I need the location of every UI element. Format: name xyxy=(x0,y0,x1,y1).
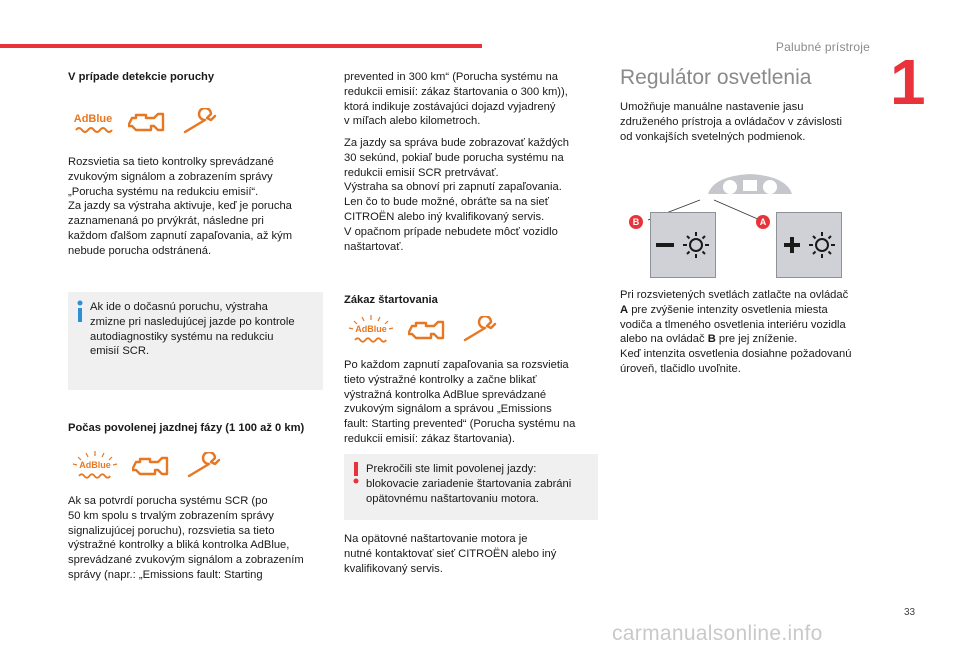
engine-icon xyxy=(128,108,168,138)
lighting-regulator-title: Regulátor osvetlenia xyxy=(620,66,812,89)
fault-heading: V prípade detekcie poruchy xyxy=(68,71,215,83)
info-box-text: Ak ide o dočasnú poruchu, výstraha zmizne pri nasledujúcej jazde po kontrole autodiagnostiky systému na redukciu emisií SCR. xyxy=(90,301,295,358)
phase-text: Ak sa potvrdí porucha systému SCR (po 50 km spolu s trvalým zobrazením správy signalizujúcej poruchu), rozsvietia sa tieto výstražné kontrolky a bliká kontrolka AdBlue, sprevádzané zvukovým signálom a zobrazením správy (napr.: „Emissions fault: Starting xyxy=(68,495,304,581)
phase-heading: Počas povolenej jazdnej fázy (1 100 až 0 km) xyxy=(68,422,305,434)
lighting-description-text: Pri rozsvietených svetlách zatlačte na ovládač A pre zvýšenie intenzity osvetlenia miesta vodiča a tlmeného osvetlenia interiéru vozidla alebo na ovládač B pre jej zníženie. Keď intenzita osvetlenia dosiahne požadovanú úroveň, tlačidlo uvoľnite. xyxy=(620,289,852,375)
info-box xyxy=(68,292,323,390)
start-ban-text: Po každom zapnutí zapaľovania sa rozsvietia tieto výstražné kontrolky a začne blikať výstražná kontrolka AdBlue sprevádzané zvukovým signálom a správou „Emissions fault: Starting prevented“ (Porucha systému na redukcii emisií: zákaz štartovania). xyxy=(344,359,576,445)
start-ban-icons xyxy=(348,314,502,348)
engine-icon xyxy=(132,452,172,482)
svg-text:AdBlue: AdBlue xyxy=(79,460,111,470)
dimmer-button-a-panel[interactable] xyxy=(776,212,842,278)
dimmer-button-b-panel[interactable] xyxy=(650,212,716,278)
adblue-flashing-icon xyxy=(72,450,118,484)
phase-warning-icons xyxy=(72,450,226,484)
warning-box-text: Prekročili ste limit povolenej jazdy: blokovacie zariadenie štartovania zabráni opätovnému naštartovaniu motora. xyxy=(366,463,572,505)
engine-icon xyxy=(408,316,448,346)
fault-warning-icons xyxy=(72,108,222,138)
label-b: B xyxy=(629,215,643,229)
warning-exclamation-icon xyxy=(352,462,360,484)
restart-text: Na opätovné naštartovanie motora je nutné kontaktovať sieť CITROËN alebo iný kvalifikovaný servis. xyxy=(344,533,557,575)
warning-box xyxy=(344,454,598,520)
decrease-brightness-icon xyxy=(651,213,717,279)
repeat-warning-text: Za jazdy sa správa bude zobrazovať každých 30 sekúnd, pokiaľ bude porucha systému na redukcii emisií SCR pretrvávať. Výstraha sa obnoví pri zapnutí zapaľovania. Len čo to bude možné, obráťte sa na sieť CITROËN alebo iný kvalifikovaný servis. V opačnom prípade nebudete môcť vozidlo naštartovať. xyxy=(344,137,569,253)
page-number: 33 xyxy=(904,607,916,618)
chapter-number: 1 xyxy=(890,46,926,118)
section-title: Palubné prístroje xyxy=(775,40,870,54)
continued-text: prevented in 300 km“ (Porucha systému na redukcii emisií: zákaz štartovania o 300 km)), ktorá indikuje zostávajúci dojazd vyjadrený v míľach alebo kilometroch. xyxy=(344,71,568,128)
fault-text: Rozsvietia sa tieto kontrolky sprevádzané zvukovým signálom a zobrazením správy „Porucha systému na redukciu emisií“. Za jazdy sa výstraha aktivuje, keď je porucha zaznamenaná po prvýkrát, následne pri každom ďalšom zapnutí zapaľovania, až kým nebude porucha odstránená. xyxy=(68,156,293,257)
svg-text:AdBlue: AdBlue xyxy=(73,113,113,125)
increase-brightness-icon xyxy=(777,213,843,279)
watermark: carmanualsonline.info xyxy=(612,622,823,645)
header-accent-bar xyxy=(0,44,482,48)
lighting-intro-text: Umožňuje manuálne nastavenie jasu združeného prístroja a ovládačov v závislosti od vonkajších svetelných podmienok. xyxy=(620,101,842,143)
info-icon xyxy=(76,300,84,322)
adblue-flashing-icon xyxy=(348,314,394,348)
adblue-icon xyxy=(72,108,114,138)
start-ban-heading: Zákaz štartovania xyxy=(344,294,438,306)
wrench-icon xyxy=(462,316,502,346)
svg-text:AdBlue: AdBlue xyxy=(355,324,387,334)
wrench-icon xyxy=(186,452,226,482)
label-a: A xyxy=(756,215,770,229)
wrench-icon xyxy=(182,108,222,138)
